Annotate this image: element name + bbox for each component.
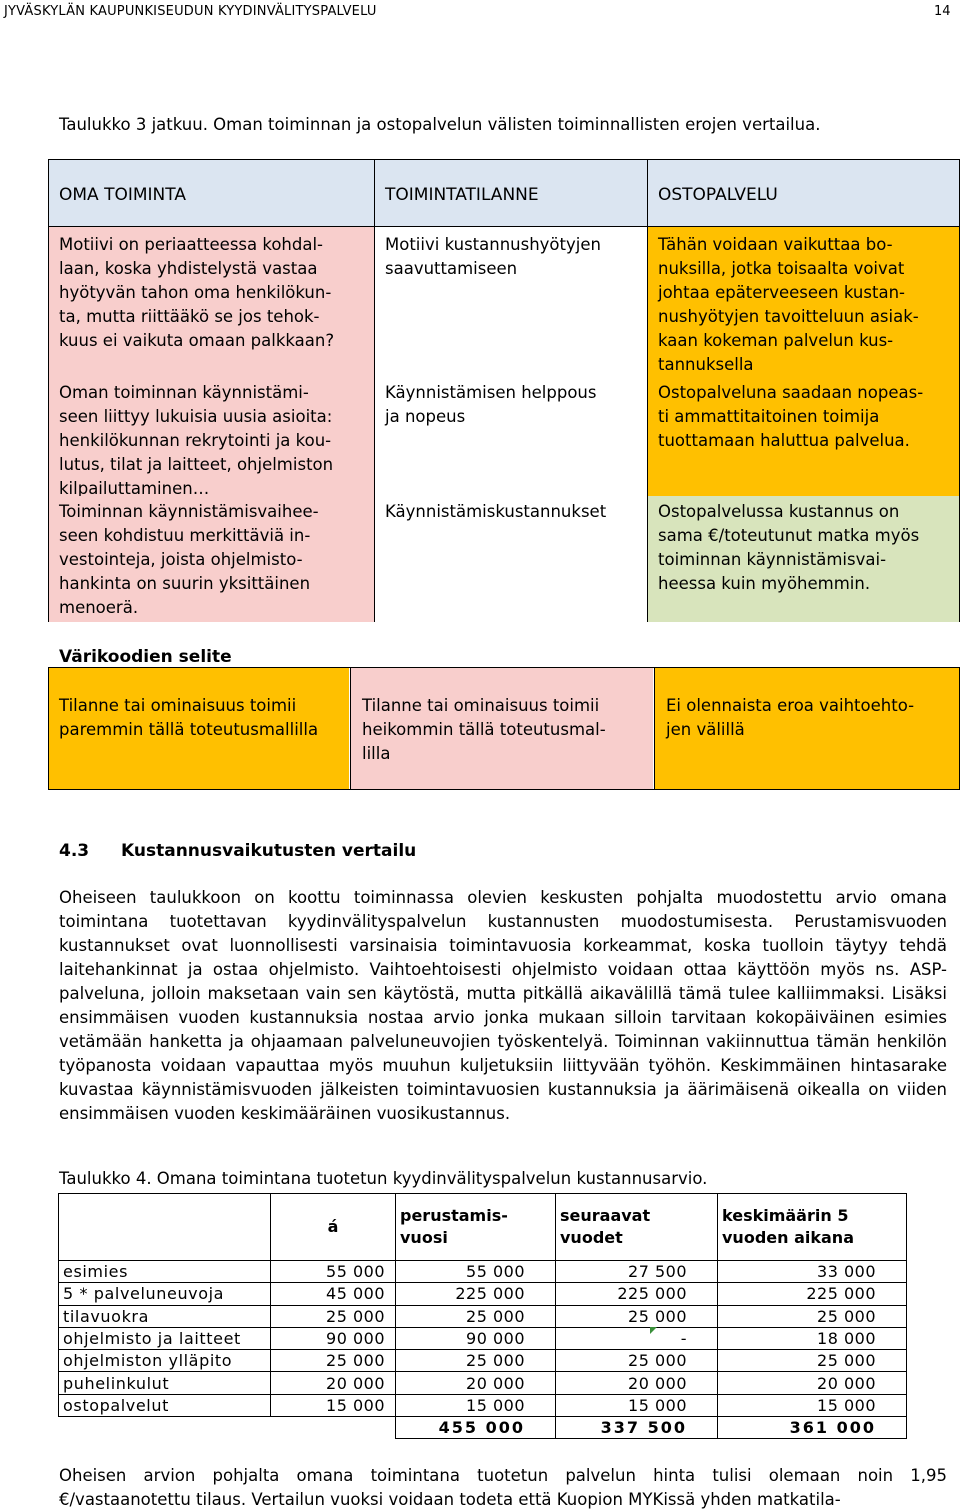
cost-item-label: ostopalvelut: [59, 1394, 271, 1416]
section-title: Kustannusvaikutusten vertailu: [121, 841, 417, 861]
cost-value: 25 000: [556, 1305, 718, 1327]
cost-item-label: ohjelmisto ja laitteet: [59, 1327, 271, 1349]
row3-oma: Toiminnan käynnistämisvaihee- seen kohdistuu merkittäviä in- vestointeja, joista ohjelmisto- hankinta on suurin yksittäinen menoerä.: [48, 496, 374, 622]
header-ostopalvelu: OSTOPALVELU: [647, 159, 959, 227]
table-row: [59, 1350, 907, 1372]
comment-marker-icon: [650, 1327, 657, 1334]
table-row: [59, 1283, 907, 1305]
table-row: [59, 1372, 907, 1394]
col-unit-price: á: [271, 1194, 396, 1261]
page-header-title: JYVÄSKYLÄN KAUPUNKISEUDUN KYYDINVÄLITYSPALVELU: [4, 4, 377, 19]
legend-title: Värikoodien selite: [59, 647, 232, 667]
bottom-paragraph: Oheisen arvion pohjalta omana toimintana tuotetun palvelun hinta tulisi olemaan noin 1,95 €/vastaanotettu tilaus. Vertailun vuoksi voidaan todeta että Kuopion MYKissä yhden matkatila-: [59, 1466, 947, 1509]
row2-oma: Oman toiminnan käynnistämi- seen liittyy lukuisia uusia asioita: henkilökunnan rekrytointi ja kou- lutus, tilat ja laitteet, ohjelmiston kilpailuttaminen…: [48, 375, 374, 496]
legend-worse: Tilanne tai ominaisuus toimii heikommin tällä toteutusmal- lilla: [351, 668, 653, 789]
cost-value: 225 000: [718, 1283, 907, 1305]
cost-value: 25 000: [396, 1350, 556, 1372]
cost-item-label: tilavuokra: [59, 1305, 271, 1327]
cost-value: 25 000: [718, 1350, 907, 1372]
section-number: 4.3: [59, 841, 90, 861]
cost-value: 15 000: [556, 1394, 718, 1416]
cost-value: 25 000: [718, 1305, 907, 1327]
cost-value: 90 000: [271, 1327, 396, 1349]
cost-value: 25 000: [271, 1350, 396, 1372]
cost-value: 27 500: [556, 1261, 718, 1283]
cost-value: 55 000: [271, 1261, 396, 1283]
row1-osto: Tähän voidaan vaikuttaa bo- nuksilla, jotka toisaalta voivat johtaa epäterveeseen kustan- nushyötyjen tavoitteluun asiak- kaan kokeman palvelun kus- tannuksella: [647, 227, 959, 375]
col-keskimaarin: keskimäärin 5 vuoden aikana: [718, 1194, 907, 1261]
cost-value: 55 000: [396, 1261, 556, 1283]
legend-better: Tilanne tai ominaisuus toimii paremmin tällä toteutusmallilla: [48, 668, 349, 789]
legend-no-difference: Ei olennaista eroa vaihtoehto- jen välillä: [655, 668, 959, 789]
row3-osto: Ostopalvelussa kustannus on sama €/toteutunut matka myös toiminnan käynnistämisvai- heessa kuin myöhemmin.: [647, 496, 959, 622]
cost-value: 20 000: [396, 1372, 556, 1394]
table-row: [59, 1305, 907, 1327]
cost-value: 25 000: [271, 1305, 396, 1327]
cost-value: -: [556, 1327, 718, 1349]
cost-value: 90 000: [396, 1327, 556, 1349]
cost-value: 15 000: [396, 1394, 556, 1416]
cost-value: 20 000: [718, 1372, 907, 1394]
cost-item-label: puhelinkulut: [59, 1372, 271, 1394]
total-keskimaarin: 361 000: [718, 1417, 907, 1439]
col-perustamisvuosi: perustamis- vuosi: [396, 1194, 556, 1261]
col-seuraavat-vuodet: seuraavat vuodet: [556, 1194, 718, 1261]
row2-tilanne: Käynnistämisen helppous ja nopeus: [385, 383, 597, 426]
cost-value: 15 000: [271, 1394, 396, 1416]
cost-item-label: 5 * palveluneuvoja: [59, 1283, 271, 1305]
cost-total-row: [59, 1417, 907, 1439]
body-paragraph: Oheiseen taulukkoon on koottu toiminnassa olevien keskusten pohjalta muodostettu arvio omana toimintana tuotettavan kyydinvälityspalvelun kustannusten muodostumisesta. Perustamisvuoden kustannukset ovat luonnollisesti varsinaisia toimintavuosia korkeammat, koska tuolloin täytyy tehdä laitehankinnat ja ostaa ohjelmisto. Vaihtoehtoisesti ohjelmisto voidaan ottaa käyttöön myös ns. ASP-palveluna, jolloin maksetaan vain sen käytöstä, mutta pitkällä aikavälillä tämä tulee kalliimmaksi. Lisäksi ensimmäisen vuoden kustannuksia nostaa arvio jonka mukaan silloin tarvitaan kokopäiväinen esimies vetämään hanketta ja ohjaamaan palveluneuvojien työskentelyä. Toiminnan vakiinnuttua tämän henkilön työpanosta voidaan vapauttaa myös muuhun kuljetuksiin liittyvään työhön. Keskimmäinen hintasarake kuvastaa käynnistämisvuoden jälkeisten toimintavuosien kustannuksia ja ääri​mäisenä oikealla on viiden ensimmäisen vuoden keskimääräinen vuosikustannus.: [59, 888, 947, 1123]
cost-value: 20 000: [271, 1372, 396, 1394]
row2-osto: Ostopalveluna saadaan nopeas- ti ammattitaitoinen toimija tuottamaan haluttua palvelua.: [647, 375, 959, 496]
page-number: 14: [934, 4, 951, 19]
table-row: [59, 1394, 907, 1416]
cost-value: 33 000: [718, 1261, 907, 1283]
header-toimintatilanne: TOIMINTATILANNE: [374, 159, 647, 227]
cost-value: 225 000: [556, 1283, 718, 1305]
row1-tilanne: Motiivi kustannushyötyjen saavuttamiseen: [385, 235, 601, 278]
table-row: [59, 1327, 907, 1349]
total-perustamisvuosi: 455 000: [396, 1417, 556, 1439]
total-seuraavat-vuodet: 337 500: [556, 1417, 718, 1439]
cost-value: 25 000: [396, 1305, 556, 1327]
cost-estimate-table: [58, 1193, 907, 1439]
section-heading: [59, 841, 416, 861]
cost-value: 20 000: [556, 1372, 718, 1394]
table3-caption: Taulukko 3 jatkuu. Oman toiminnan ja ostopalvelun välisten toiminnallisten erojen vertailua.: [59, 115, 821, 134]
table4-caption: Taulukko 4. Omana toimintana tuotetun kyydinvälityspalvelun kustannusarvio.: [59, 1169, 708, 1188]
table-row: [59, 1261, 907, 1283]
row3-tilanne: Käynnistämiskustannukset: [385, 502, 607, 521]
cost-item-label: ohjelmiston ylläpito: [59, 1350, 271, 1372]
cost-value: 18 000: [718, 1327, 907, 1349]
header-oma-toiminta: OMA TOIMINTA: [48, 159, 374, 227]
cost-value: 45 000: [271, 1283, 396, 1305]
row1-oma: Motiivi on periaatteessa kohdal- laan, koska yhdistelystä vastaa hyötyvän tahon oma henkilökun- ta, mutta riittääkö se jos tehok- kuus ei vaikuta omaan palkkaan?: [48, 227, 374, 375]
cost-value: 225 000: [396, 1283, 556, 1305]
cost-item-label: esimies: [59, 1261, 271, 1283]
cost-value: 15 000: [718, 1394, 907, 1416]
cost-value: 25 000: [556, 1350, 718, 1372]
cost-table-header: [59, 1194, 907, 1261]
